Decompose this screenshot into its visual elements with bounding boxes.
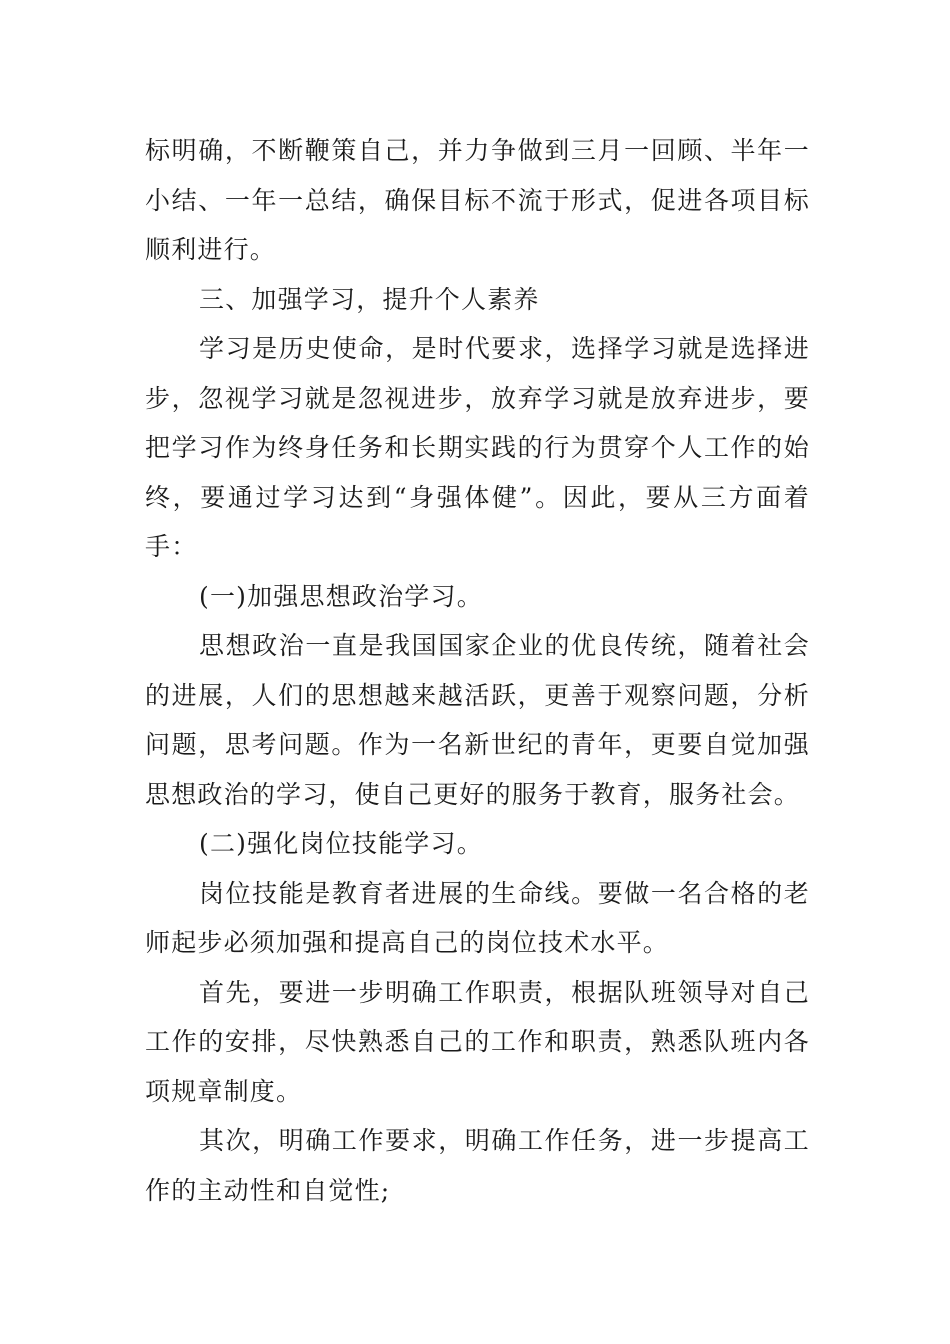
- paragraph-second: 其次，明确工作要求，明确工作任务，进一步提高工作的主动性和自觉性;: [145, 1126, 810, 1205]
- paragraph-job-skills: 岗位技能是教育者进展的生命线。要做一名合格的老师起步必须加强和提高自己的岗位技术水平。: [145, 878, 810, 957]
- paragraph-first: 首先，要进一步明确工作职责，根据队班领导对自己工作的安排，尽快熟悉自己的工作和职责，熟悉队班内各项规章制度。: [145, 977, 810, 1106]
- subheading-2: (二)强化岗位技能学习。: [199, 829, 483, 858]
- subheading-1: (一)加强思想政治学习。: [199, 581, 483, 611]
- paragraph-political-study: 思想政治一直是我国国家企业的优良传统，随着社会的进展，人们的思想越来越活跃，更善于观察问题，分析问题，思考问题。作为一名新世纪的青年，更要自觉加强思想政治的学习，使自己更好的服务于教育，服务社会。: [145, 631, 810, 809]
- paragraph-learning-intro: 学习是历史使命，是时代要求，选择学习就是选择进步，忽视学习就是忽视进步，放弃学习就是放弃进步，要把学习作为终身任务和长期实践的行为贯穿个人工作的始终，要通过学习达到“身强体健”。因此，要从三方面着手：: [145, 334, 810, 561]
- document-body: [145, 126, 810, 1215]
- paragraph-continuation: 标明确，不断鞭策自己，并力争做到三月一回顾、半年一小结、一年一总结，确保目标不流于形式，促进各项目标顺利进行。: [145, 136, 810, 264]
- section-heading-3: 三、加强学习，提升个人素养: [199, 284, 540, 314]
